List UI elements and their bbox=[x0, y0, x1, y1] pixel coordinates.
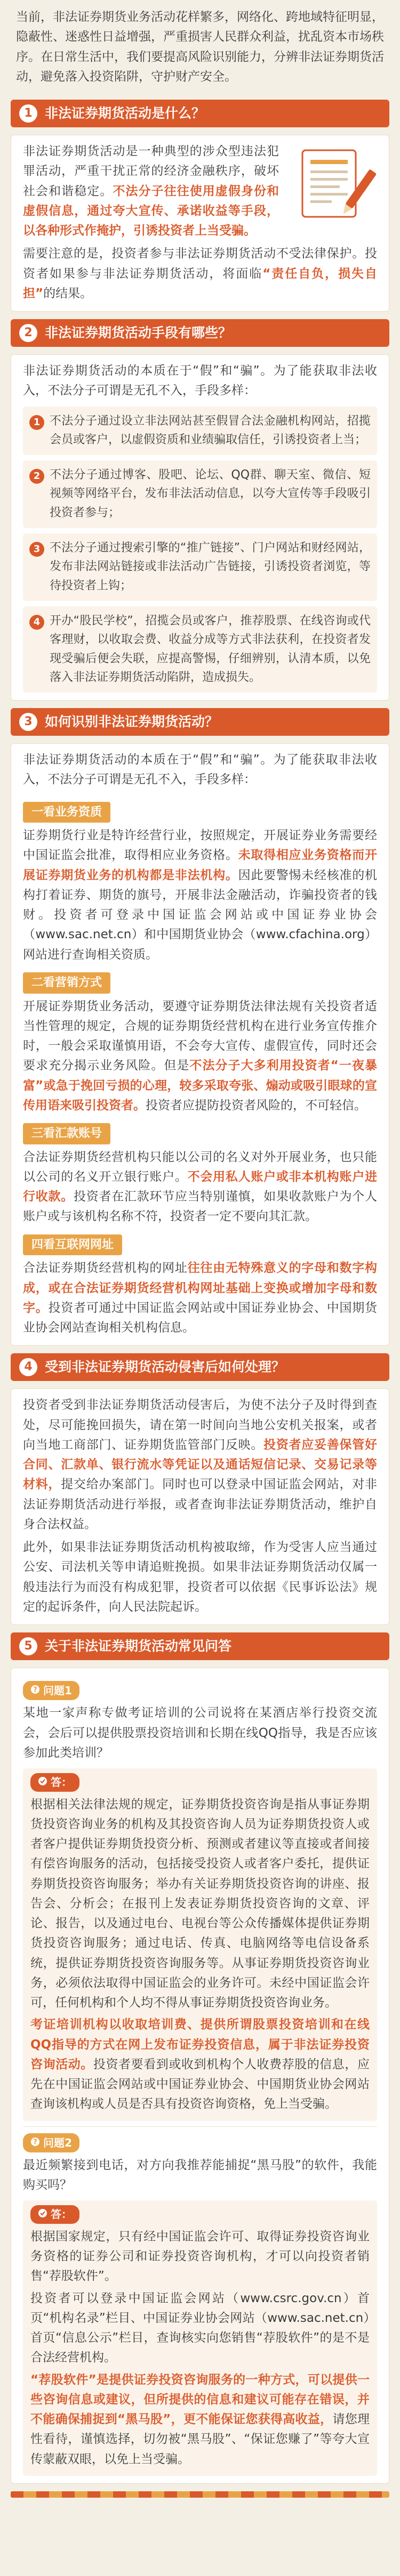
means-item bbox=[23, 533, 377, 601]
section-4-card bbox=[11, 1388, 389, 1625]
means-number: 4 bbox=[29, 615, 44, 630]
question-2-label: 问题2 bbox=[43, 2136, 72, 2149]
section-1-number: 1 bbox=[19, 104, 37, 123]
means-number: 2 bbox=[29, 469, 44, 484]
qa-divider bbox=[23, 2126, 377, 2127]
section-3-card bbox=[11, 743, 389, 1346]
s3-sub4-text-2: 投资者可通过中国证监会网站或中国证券业协会、中国期货业协会网站查询相关机构信息。 bbox=[23, 1301, 378, 1335]
answer-1-highlight: 考证培训机构以收取培训费、提供所谓股票投资培训和在线QQ指导的方式在网上发布证券投资信息，属于非法证券投资咨询活动。 bbox=[30, 2018, 370, 2071]
section-1-card bbox=[11, 135, 389, 312]
subhead-business-qualification: 一看业务资质 bbox=[23, 802, 110, 823]
section-2-card bbox=[11, 354, 389, 701]
s1-note-highlight: “责任自负，损失自担” bbox=[23, 266, 378, 300]
section-4-header bbox=[11, 1353, 389, 1381]
question-1-header bbox=[23, 1681, 377, 1700]
s3-sub3-highlight: 不会用私人账户或非本机构账户进行收款。 bbox=[23, 1169, 378, 1204]
means-item bbox=[23, 460, 377, 528]
question-1-text: 某地一家声称专做考证培训的公司说将在某酒店举行投资交流会，会后可以提供股票投资培训和长期在线QQ指导，我是否应该参加此类培训？ bbox=[23, 1706, 377, 1760]
answer-icon bbox=[38, 1774, 47, 1791]
means-text: 不法分子通过设立非法网站甚至假冒合法金融机构网站，招揽会员或客户，以虚假资质和业绩骗取信任，引诱投资者上当； bbox=[50, 414, 371, 447]
section-3-title: 如何识别非法证券期货活动？ bbox=[45, 713, 219, 729]
means-item bbox=[23, 606, 377, 693]
means-text: 不法分子通过博客、股吧、论坛、QQ群、聊天室、微信、短视频等网络平台，发布非法活动信息，以夸大宣传等手段吸引投资者参与； bbox=[50, 468, 371, 519]
section-1-title: 非法证券期货活动是什么？ bbox=[45, 105, 205, 121]
section-3-number: 3 bbox=[19, 713, 37, 731]
s1-highlight: 不法分子往往使用虚假身份和虚假信息，通过夸大宣传、承诺收益等手段，以各种形式作掩护，引诱投资者上当受骗。 bbox=[23, 184, 279, 238]
answer-1-text: 根据相关法律法规的规定，证券期货投资咨询是指从事证券期货投资咨询业务的机构及其投资咨询人员为证券期货投资人或者客户提供证券期货投资分析、预测或者建议等直接或者间接有偿咨询服务的活动，包括接受投资人或者客户委托，提供证券期货投资咨询服务；举办有关证券期货投资咨询的讲座、报告会、分析会；在报刊上发表证券期货投资咨询的文章、评论、报告，以及通过电台、电视台等公众传播媒体提供证券期货投资咨询服务；通过电话、传真、电脑网络等电信设备系统，提供证券期货投资咨询服务等。从事证券期货投资咨询业务，必须依法取得中国证监会的业务许可。未经中国证监会许可，任何机构和个人均不得从事证券期货投资咨询业务。 bbox=[30, 1797, 370, 2010]
answer-2-text-3: 请您理性看待，谨慎选择，切勿被“黑马股”、“保证您赚了”等夸大宣传蒙蔽双眼，以免上当受骗。 bbox=[30, 2412, 370, 2466]
subhead-remittance-account: 三看汇款账号 bbox=[23, 1123, 110, 1144]
question-2-header bbox=[23, 2133, 377, 2152]
s3-sub1-highlight: 未取得相应业务资格而开展证券期货业务的机构都是非法机构。 bbox=[23, 848, 378, 882]
s3-sub1-text-2: 因此要警惕未经核准的机构打着证券、期货的旗号，开展非法金融活动，诈骗投资者的钱财。投资者可登录中国证监会网站或中国证券业协会（www.sac.net.cn）和中国期货业协会（www.cfachina.org）网站进行查询相关资质。 bbox=[23, 868, 378, 962]
s3-sub3-text: 合法证券期货经营机构只能以公司的名义对外开展业务，也只能以公司的名义开立银行账户。 bbox=[23, 1150, 377, 1184]
answer-1-label: 答： bbox=[51, 1776, 72, 1789]
s4-text-2: 提交给办案部门。同时也可以登录中国证监会网站，对非法证券期货活动进行举报，或者查询非法证券期货活动，维护自身合法权益。 bbox=[23, 1477, 378, 1531]
s4-text: 投资者受到非法证券期货活动侵害后，为使不法分子及时得到查处，尽可能挽回损失，请在第一时间向当地公安机关报案，或者向当地工商部门、证券期货监管部门反映。 bbox=[23, 1398, 377, 1452]
s3-sub3-text-2: 投资者在汇款环节应当特别谨慎，如果收款账户为个人账户或与该机构名称不符，投资者一定不要向其汇款。 bbox=[23, 1190, 378, 1224]
s3-sub2-text: 开展证券期货业务活动，要遵守证券期货法律法规有关投资者适当性管理的规定，合规的证券期货经营机构在进行业务宣传推介时，一般会采取谨慎用语，不会夸大宣传、虚假宣传，同时还会要求充分揭示业务风险。但是 bbox=[23, 999, 377, 1073]
document-pen-icon bbox=[286, 145, 377, 225]
s3-lead: 非法证券期货活动的本质在于“假”和“骗”。为了能获取非法收入，不法分子可谓是无孔不入，手段多样： bbox=[23, 753, 377, 787]
means-text: 开办“股民学校”，招揽会员或客户，推荐股票、在线咨询或代客理财，以收取会费、收益分成等方式非法获利，在投资者发现受骗后便会失联，应提高警惕，仔细辨别，认清本质，以免落入非法证券期货活动陷阱，造成损失。 bbox=[50, 614, 371, 685]
question-2-text: 最近频繁接到电话，对方向我推荐能捕捉“黑马股”的软件，我能购买吗？ bbox=[23, 2158, 377, 2192]
section-2-header bbox=[11, 319, 389, 347]
question-icon bbox=[30, 2134, 40, 2151]
s2-lead: 非法证券期货活动的本质在于“假”和“骗”。为了能获取非法收入，不法分子可谓是无孔不入，手段多样： bbox=[23, 364, 377, 398]
svg-text:?: ? bbox=[33, 1686, 37, 1694]
answer-2-highlight: “荐股软件”是提供证券投资咨询服务的一种方式，可以提供一些咨询信息或建议，但所提供的信息和建议可能存在错误，并不能确保捕捉到“黑马股”，更不能保证您获得高收益， bbox=[30, 2372, 370, 2427]
svg-text:?: ? bbox=[33, 2138, 37, 2147]
answer-1-text-2: 投资者要看到或收到机构个人收费荐股的信息，应先在中国证监会网站或中国证券业协会、中国期货业协会网站查询该机构或人员是否具有投资咨询资格，免上当受骗。 bbox=[30, 2057, 370, 2111]
answer-1-box bbox=[23, 1768, 377, 2120]
s1-note-end: 的结果。 bbox=[43, 286, 93, 300]
s3-sub2-text-2: 投资者应提防投资者风险的，不可轻信。 bbox=[146, 1098, 366, 1112]
means-number: 1 bbox=[29, 415, 44, 430]
answer-1-tag bbox=[30, 1773, 79, 1791]
s3-sub4-text: 合法证券期货经营机构的网址 bbox=[23, 1261, 188, 1275]
section-1-header bbox=[11, 100, 389, 127]
section-5-number: 5 bbox=[19, 1637, 37, 1655]
section-4-number: 4 bbox=[19, 1358, 37, 1376]
s1-note: 需要注意的是，投资者参与非法证券期货活动不受法律保护。投资者如果参与非法证券期货活动，将面临 bbox=[23, 247, 377, 281]
answer-icon bbox=[38, 2206, 47, 2223]
section-4-title: 受到非法证券期货活动侵害后如何处理？ bbox=[45, 1359, 285, 1375]
answer-2-box bbox=[23, 2200, 377, 2475]
section-5-card bbox=[11, 1668, 389, 2484]
s4-highlight: 投资者应妥善保管好合同、汇款单、银行流水等凭证以及通话短信记录、交易记录等材料， bbox=[23, 1437, 378, 1492]
section-2-title: 非法证券期货活动手段有哪些？ bbox=[45, 324, 232, 340]
section-5-header bbox=[11, 1632, 389, 1660]
section-5-title: 关于非法证券期货活动常见问答 bbox=[45, 1638, 232, 1654]
answer-2-tag bbox=[30, 2205, 79, 2223]
question-icon bbox=[30, 1682, 40, 1699]
question-1-tag bbox=[23, 1681, 79, 1700]
s3-sub4-highlight: 往往由无特殊意义的字母和数字构成，或在合法证券期货经营机构网址基础上变换或增加字母和数字。 bbox=[23, 1261, 378, 1315]
section-2-number: 2 bbox=[19, 324, 37, 342]
answer-2-text: 根据国家规定，只有经中国证监会许可、取得证券投资咨询业务资格的证券公司和证券投资咨询机构，才可以向投资者销售“荐股软件”。 bbox=[30, 2229, 370, 2284]
subhead-website-address: 四看互联网网址 bbox=[23, 1234, 122, 1256]
means-item bbox=[23, 407, 377, 455]
intro-paragraph: 当前，非法证券期货业务活动花样繁多，网络化、跨地域特征明显，隐蔽性、迷惑性日益增强，严重损害人民群众利益，扰乱资本市场秩序。在日常生活中，我们要提高风险识别能力，分辨非法证券期货活动，避免落入投资陷阱，守护财产安全。 bbox=[16, 10, 384, 84]
section-3-header bbox=[11, 708, 389, 736]
s4-text-3: 此外，如果非法证券期货活动机构被取缔，作为受害人应当通过公安、司法机关等申请追赃挽损。如果非法证券期货活动仅属一般违法行为而没有构成犯罪，投资者可以依据《民事诉讼法》规定的起诉条件，向人民法院起诉。 bbox=[23, 1540, 377, 1614]
footer-decoration bbox=[11, 2491, 389, 2498]
s1-text: 非法证券期货活动是一种典型的涉众型违法犯罪活动，严重干扰正常的经济金融秩序，破坏社会和谐稳定。 bbox=[23, 144, 279, 198]
means-text: 不法分子通过搜索引擎的“推广链接”、门户网站和财经网站，发布非法网站链接或非法活动广告链接，引诱投资者浏览，等待投资者上钩； bbox=[50, 541, 371, 592]
answer-2-label: 答： bbox=[51, 2208, 72, 2221]
subhead-marketing-method: 二看营销方式 bbox=[23, 972, 110, 994]
s3-sub2-highlight: 不法分子大多利用投资者“一夜暴富”或急于挽回亏损的心理，较多采取夸张、煽动或吸引眼球的宣传用语来吸引投资者。 bbox=[23, 1059, 377, 1112]
answer-2-text-2: 投资者可以登录中国证监会网站（www.csrc.gov.cn）首页“机构名录”栏目、中国证券业协会网站（www.sac.net.cn）首页“信息公示”栏目，查询核实向您销售“荐股软件”的是不是合法经营机构。 bbox=[30, 2291, 370, 2365]
means-number: 3 bbox=[29, 542, 44, 557]
question-2-tag bbox=[23, 2133, 79, 2152]
s3-sub1-text: 证券期货行业是特许经营行业，按照规定，开展证券业务需要经中国证监会批准，取得相应业务资格。 bbox=[23, 828, 377, 863]
question-1-label: 问题1 bbox=[43, 1684, 72, 1697]
